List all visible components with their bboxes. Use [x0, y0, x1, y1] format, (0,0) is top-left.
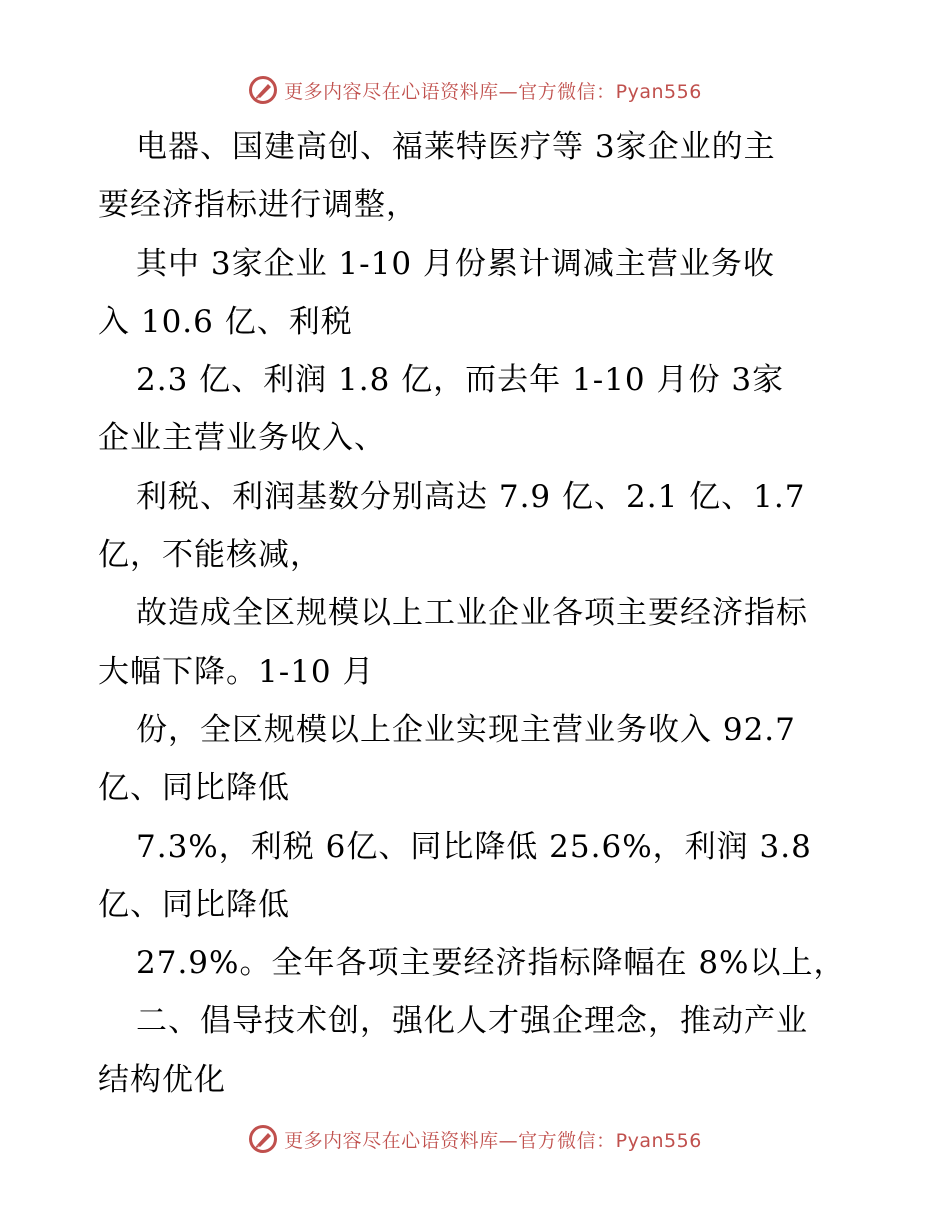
body-text-line: 结构优化 [98, 1061, 226, 1098]
body-text-line: 入 10.6 亿、利税 [98, 303, 353, 340]
body-text-line: 企业主营业务收入、 [98, 420, 386, 457]
body-text-line: 亿、同比降低 [98, 770, 290, 807]
footer-watermark [0, 1119, 950, 1159]
watermark-text: 更多内容尽在心语资料库—官方微信：Pyan556 [284, 80, 702, 103]
body-text-line: 7.3%，利税 6亿、同比降低 25.6%，利润 3.8 [136, 828, 812, 865]
document-body [98, 118, 858, 1109]
body-text-line: 亿，不能核减， [98, 537, 322, 574]
body-text-line: 27.9%。全年各项主要经济指标降幅在 8%以上， [136, 945, 846, 982]
body-text-line: 要经济指标进行调整， [98, 187, 418, 224]
body-text-line: 份，全区规模以上企业实现主营业务收入 92.7 [136, 711, 796, 748]
body-text-line: 故造成全区规模以上工业企业各项主要经济指标 [136, 595, 808, 632]
body-text-line: 亿、同比降低 [98, 886, 290, 923]
pen-logo-icon [248, 75, 278, 105]
body-text-line: 2.3 亿、利润 1.8 亿，而去年 1-10 月份 3家 [136, 362, 785, 399]
watermark-text: 更多内容尽在心语资料库—官方微信：Pyan556 [284, 1129, 702, 1152]
pen-logo-icon [248, 1124, 278, 1154]
body-text-line: 其中 3家企业 1-10 月份累计调减主营业务收 [136, 245, 775, 282]
body-text-line: 二、倡导技术创，强化人才强企理念，推动产业 [136, 1003, 808, 1040]
body-text-line: 电器、国建高创、福莱特医疗等 3家企业的主 [136, 129, 776, 165]
header-watermark [0, 70, 950, 110]
body-text-line: 利税、利润基数分别高达 7.9 亿、2.1 亿、1.7 [136, 478, 806, 515]
body-text-line: 大幅下降。1-10 月 [98, 653, 375, 690]
